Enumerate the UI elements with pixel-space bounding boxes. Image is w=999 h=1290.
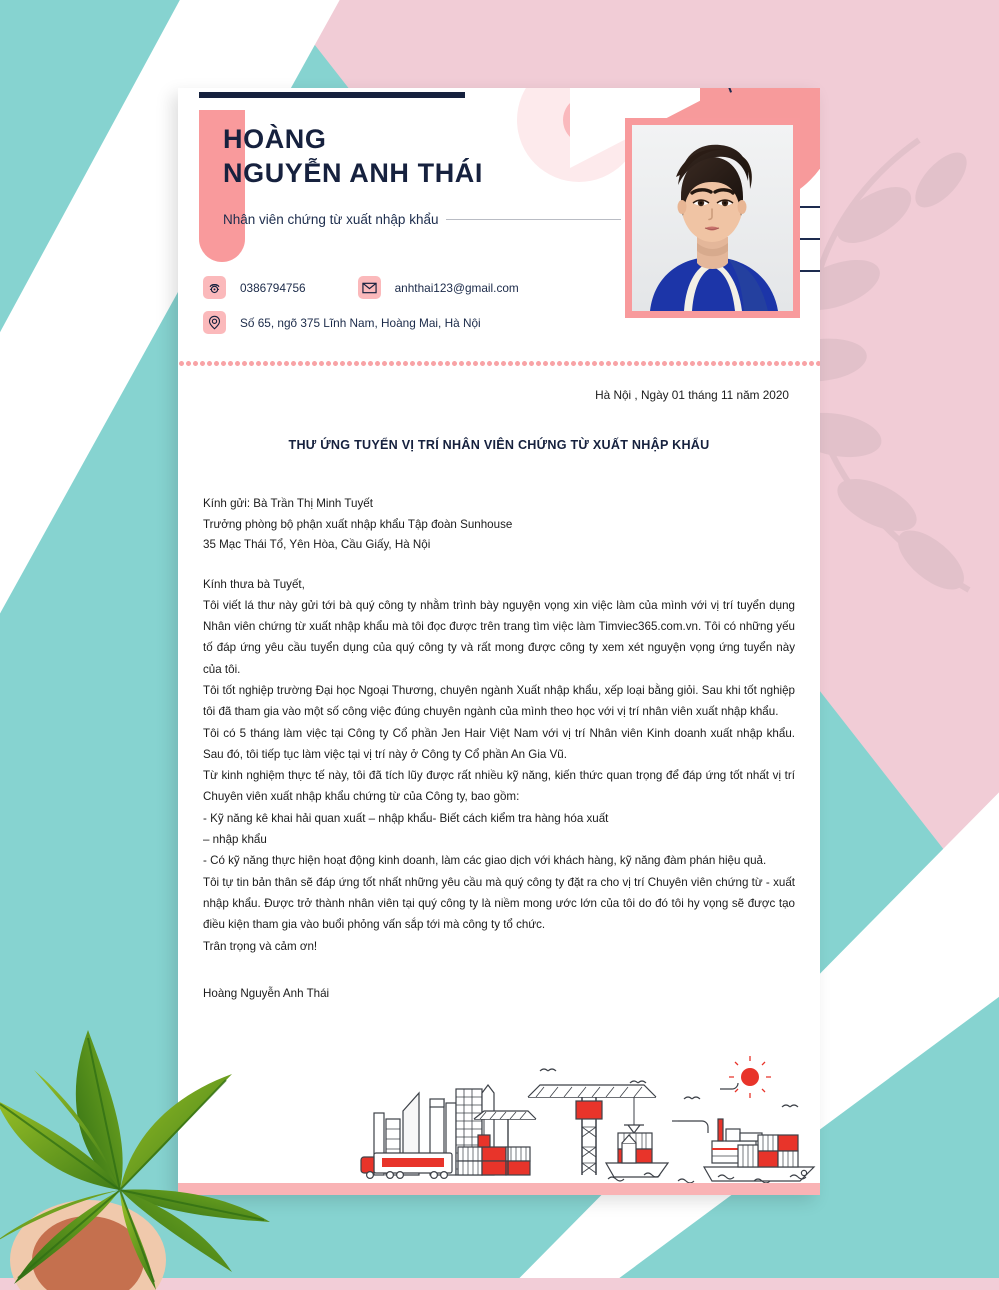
letter-paragraph-2: Tôi tốt nghiệp trường Đại học Ngoại Thương, chuyên ngành Xuất nhập khẩu, xếp loại bằng giỏi. Sau khi tốt nghiệp tôi đã tham gia vào một số công việc đúng chuyên ngành của mình theo học với vị trí nhân viên xuất nhập khẩu. — [203, 683, 795, 719]
email-icon — [358, 276, 381, 299]
letter-date: Hà Nội , Ngày 01 tháng 11 năm 2020 — [595, 388, 789, 402]
letter-recipient-block — [203, 494, 795, 556]
decorative-plant — [0, 960, 300, 1290]
candidate-first-name: HOÀNG — [223, 124, 327, 154]
letter-bullet-1: - Kỹ năng kê khai hải quan xuất – nhập khẩu- Biết cách kiểm tra hàng hóa xuất — [203, 811, 609, 825]
letter-signature: Hoàng Nguyễn Anh Thái — [203, 986, 330, 1000]
letter-paragraph-5: Tôi tự tin bản thân sẽ đáp ứng tốt nhất những yêu cầu mà quý công ty đặt ra cho vị trí Chuyên viên chứng từ - xuất nhập khẩu. Được trở thành nhân viên tại quý công ty là niềm mong ước lớn của tôi do đó tôi hy vọng sẽ được tạo điều kiện tham gia vào buổi phỏng vấn sắp tới mà công ty tổ chức. — [203, 875, 795, 932]
candidate-photo-frame — [625, 118, 800, 318]
contact-row-phone-email — [203, 276, 519, 299]
contact-address-value: Số 65, ngõ 375 Lĩnh Nam, Hoàng Mai, Hà Nội — [240, 315, 481, 330]
dotted-divider — [178, 360, 820, 367]
job-title-rule — [446, 219, 621, 220]
letter-body — [203, 388, 795, 1011]
letter-bullet-3: - Có kỹ năng thực hiện hoạt động kinh doanh, làm các giao dịch với khách hàng, kỹ năng đàm phán hiệu quả. — [203, 854, 767, 868]
candidate-job-title: Nhân viên chứng từ xuất nhập khẩu — [223, 212, 439, 227]
contact-email-value[interactable]: anhthai123@gmail.com — [394, 280, 519, 295]
recipient-line-3: 35 Mạc Thái Tổ, Yên Hòa, Cầu Giấy, Hà Nội — [203, 538, 431, 551]
letter-paragraph-1: Tôi viết lá thư này gửi tới bà quý công ty nhằm trình bày nguyện vọng xin việc làm của mình với vị trí tuyển dụng Nhân viên chứng từ xuất nhập khẩu mà tôi đọc được trên trang tìm việc làm Timviec365.com.vn. Tôi có những yếu tố đáp ứng yêu cầu tuyển dụng của quý công ty và rất mong được công ty xem xét nguyện vọng ứng tuyển này của tôi. — [203, 598, 795, 676]
contact-row-address — [203, 311, 519, 334]
candidate-name — [223, 122, 483, 190]
letter-closing: Trân trọng và cảm ơn! — [203, 939, 318, 953]
contact-list — [203, 276, 519, 346]
navy-accent-bar — [199, 92, 465, 98]
letter-content — [203, 574, 795, 1000]
letter-salutation: Kính thưa bà Tuyết, — [203, 577, 305, 591]
letter-bullet-2: – nhập khẩu — [203, 833, 267, 847]
candidate-last-name: NGUYỄN ANH THÁI — [223, 158, 484, 188]
letter-paragraph-3: Tôi có 5 tháng làm việc tại Công ty Cổ phần Jen Hair Việt Nam với vị trí Nhân viên Kinh doanh xuất nhập khẩu. Sau đó, tôi tiếp tục làm việc tại vị trí này ở Công ty Cổ phần An Gia Vũ. — [203, 726, 795, 761]
contact-phone-value[interactable]: 0386794756 — [240, 280, 306, 295]
recipient-line-1: Kính gửi: Bà Trần Thị Minh Tuyết — [203, 497, 373, 510]
letter-paragraph-4: Từ kinh nghiệm thực tế này, tôi đã tích lũy được rất nhiều kỹ năng, kiến thức quan trọng để đáp ứng tốt nhất vị trí Chuyên viên xuất nhập khẩu chứng từ của Công ty, bao gồm: — [203, 769, 795, 804]
letter-subject: THƯ ỨNG TUYỂN VỊ TRÍ NHÂN VIÊN CHỨNG TỪ XUẤT NHẬP KHẨU — [288, 438, 710, 452]
candidate-photo — [632, 125, 793, 311]
phone-icon — [203, 276, 226, 299]
recipient-line-2: Trưởng phòng bộ phận xuất nhập khẩu Tập đoàn Sunhouse — [203, 517, 513, 531]
location-icon — [203, 311, 226, 334]
